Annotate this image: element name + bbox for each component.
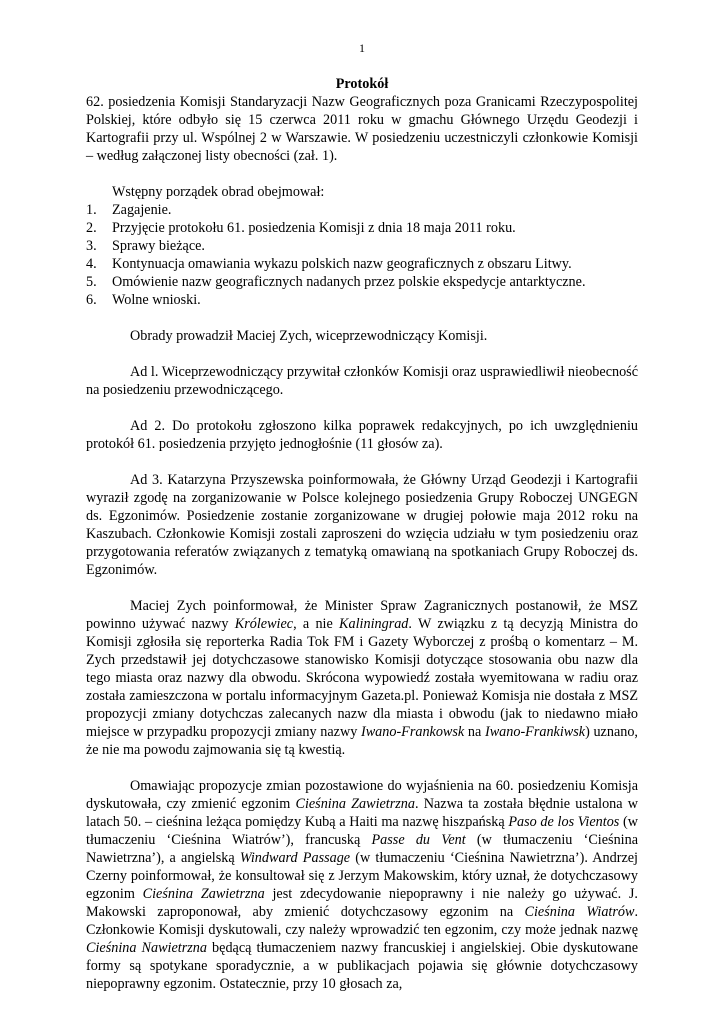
chair-paragraph: Obrady prowadził Maciej Zych, wiceprzewodniczący Komisji. xyxy=(130,328,488,344)
ad2-paragraph: Ad 2. Do protokołu zgłoszono kilka poprawek redakcyjnych, po ich uwzględnieniu protokół 61. posiedzenia przyjęto jednogłośnie (11 głosów za). xyxy=(86,418,638,452)
place-name: Windward Passage xyxy=(239,850,351,866)
place-name: Paso de los Vientos xyxy=(508,814,620,830)
intro-paragraph: 62. posiedzenia Komisji Standaryzacji Nazw Geograficznych poza Granicami Rzeczypospolitej Polskiej, które odbyło się 15 czerwca 2011 roku w gmachu Głównego Urzędu Geodezji i Kartografii przy ul. Wspólnej 2 w Warszawie. W posiedzeniu uczestniczyli członkowie Komisji – według załączonej listy obecności (zał. 1). xyxy=(86,94,638,164)
agenda-item: 3. Sprawy bieżące. xyxy=(86,238,205,254)
place-name: Cieśnina Nawietrzna xyxy=(86,940,207,956)
document-title: Protokół xyxy=(335,76,389,92)
place-name: Iwano-Frankowsk xyxy=(360,724,465,740)
agenda-intro: Wstępny porządek obrad obejmował: xyxy=(112,184,325,200)
krolewiec-paragraph: Maciej Zych poinformował, że Minister Spraw Zagranicznych postanowił, że MSZ powinno używać nazwy Królewiec, a nie Kaliningrad. W związku z tą decyzją Ministra do Komisji zgłosiła się reporterka Radia Tok FM i Gazety Wyborczej z prośbą o komentarz – M. Zych przedstawił jej dotychczasowe stanowisko Komisji dotyczące stosowania obu nazw dla tego miasta oraz nazwy dla obwodu. Skrócona wypowiedź została wyemitowana w radiu oraz została zamieszczona w portalu informacyjnym Gazeta.pl. Ponieważ Komisja nie dostała z MSZ propozycji zmiany dotychczas zalecanych nazw dla miasta i obwodu (jak to niedawno miało miejsce w przypadku propozycji zmiany nazwy Iwano-Frankowsk na Iwano-Frankiwsk) uznano, że nie ma powodu zajmowania się tą kwestią. xyxy=(86,598,638,758)
place-name: Cieśnina Zawietrzna xyxy=(142,886,265,902)
agenda-item: 4. Kontynuacja omawiania wykazu polskich nazw geograficznych z obszaru Litwy. xyxy=(86,256,572,272)
agenda-list xyxy=(86,201,638,309)
agenda-item: 5. Omówienie nazw geograficznych nadanych przez polskie ekspedycje antarktyczne. xyxy=(86,274,586,290)
place-name: Cieśnina Zawietrzna xyxy=(295,796,415,812)
strait-paragraph: Omawiając propozycje zmian pozostawione do wyjaśnienia na 60. posiedzeniu Komisja dyskutowała, czy zmienić egzonim Cieśnina Zawietrzna. Nazwa ta została błędnie ustalona w latach 50. – cieśnina leżąca pomiędzy Kubą a Haiti ma nazwę hiszpańską Paso de los Vientos (w tłumaczeniu ‘Cieśnina Wiatrów’), francuską Passe du Vent (w tłumaczeniu ‘Cieśnina Nawietrzna’), a angielską Windward Passage (w tłumaczeniu ‘Cieśnina Nawietrzna’). Andrzej Czerny poinformował, że konsultował się z Jerzym Makowskim, który uznał, że dotychczasowy egzonim Cieśnina Zawietrzna jest zdecydowanie niepoprawny i nie należy go używać. J. Makowski zaproponował, aby zmienić dotychczasowy egzonim na Cieśnina Wiatrów. Członkowie Komisji dyskutowali, czy należy wprowadzić ten egzonim, czy może jednak nazwę Cieśnina Nawietrzna będącą tłumaczeniem nazwy francuskiej i angielskiej. Obie dyskutowane formy są spotykane sporadycznie, a w publikacjach pojawia się głównie dotychczasowy niepoprawny egzonim. Ostatecznie, przy 10 głosach za, xyxy=(86,778,638,992)
agenda-item: 6. Wolne wnioski. xyxy=(86,292,201,308)
document-body xyxy=(86,75,638,993)
place-name: Passe du Vent xyxy=(371,832,466,848)
agenda-item: 1. Zagajenie. xyxy=(86,202,172,218)
agenda-item: 2. Przyjęcie protokołu 61. posiedzenia Komisji z dnia 18 maja 2011 roku. xyxy=(86,220,516,236)
page-number: 1 xyxy=(359,41,365,55)
ad3-paragraph: Ad 3. Katarzyna Przyszewska poinformowała, że Główny Urząd Geodezji i Kartografii wyraził zgodę na zorganizowanie w Polsce kolejnego posiedzenia Grupy Roboczej UNGEGN ds. Egzonimów. Posiedzenie zostanie zorganizowane w drugiej połowie maja 2012 roku na Kaszubach. Członkowie Komisji zostali zaproszeni do wzięcia udziału w tym posiedzeniu oraz przygotowania referatów związanych z tematyką omawianą na spotkaniach Grupy Roboczej ds. Egzonimów. xyxy=(86,472,638,578)
place-name: Kaliningrad xyxy=(339,616,409,632)
place-name: Królewiec xyxy=(234,616,294,632)
place-name: Cieśnina Wiatrów xyxy=(524,904,635,920)
ad1-paragraph: Ad l. Wiceprzewodniczący przywitał członków Komisji oraz usprawiedliwił nieobecność na posiedzeniu przewodniczącego. xyxy=(86,364,638,398)
place-name: Iwano-Frankiwsk xyxy=(484,724,586,740)
